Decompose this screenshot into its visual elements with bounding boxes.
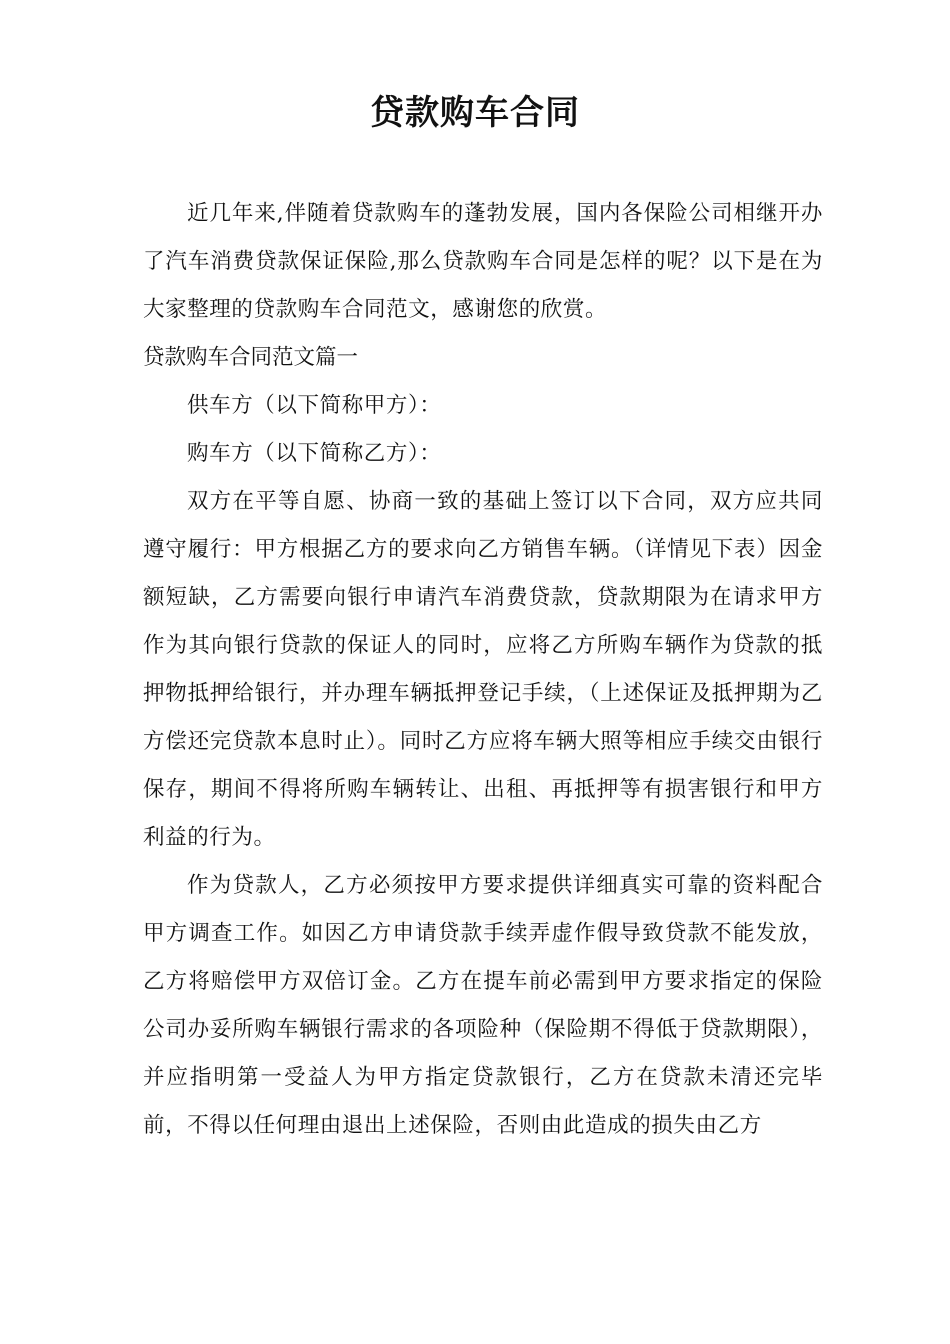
document-title: 贷款购车合同	[370, 93, 580, 133]
document-body	[143, 190, 823, 1150]
buyer-line: 购车方（以下简称乙方）：	[187, 441, 442, 466]
intro-paragraph: 近几年来,伴随着贷款购车的蓬勃发展，国内各保险公司相继开办了汽车消费贷款保证保险,那么贷款购车合同是怎样的呢？以下是在为大家整理的贷款购车合同范文，感谢您的欣赏。	[143, 201, 823, 322]
contract-paragraph-1: 双方在平等自愿、协商一致的基础上签订以下合同，双方应共同遵守履行：甲方根据乙方的要求向乙方销售车辆。（详情见下表）因金额短缺，乙方需要向银行申请汽车消费贷款，贷款期限为在请求甲方作为其向银行贷款的保证人的同时，应将乙方所购车辆作为贷款的抵押物抵押给银行，并办理车辆抵押登记手续，（上述保证及抵押期为乙方偿还完贷款本息时止）。同时乙方应将车辆大照等相应手续交由银行保存，期间不得将所购车辆转让、出租、再抵押等有损害银行和甲方利益的行为。	[143, 489, 823, 850]
seller-line: 供车方（以下简称甲方）：	[187, 393, 442, 418]
section-heading: 贷款购车合同范文篇一	[143, 345, 359, 370]
contract-paragraph-2: 作为贷款人，乙方必须按甲方要求提供详细真实可靠的资料配合甲方调查工作。如因乙方申请贷款手续弄虚作假导致贷款不能发放，乙方将赔偿甲方双倍订金。乙方在提车前必需到甲方要求指定的保险公司办妥所购车辆银行需求的各项险种（保险期不得低于贷款期限），并应指明第一受益人为甲方指定贷款银行，乙方在贷款未清还完毕前，不得以任何理由退出上述保险，否则由此造成的损失由乙方	[143, 873, 823, 1138]
